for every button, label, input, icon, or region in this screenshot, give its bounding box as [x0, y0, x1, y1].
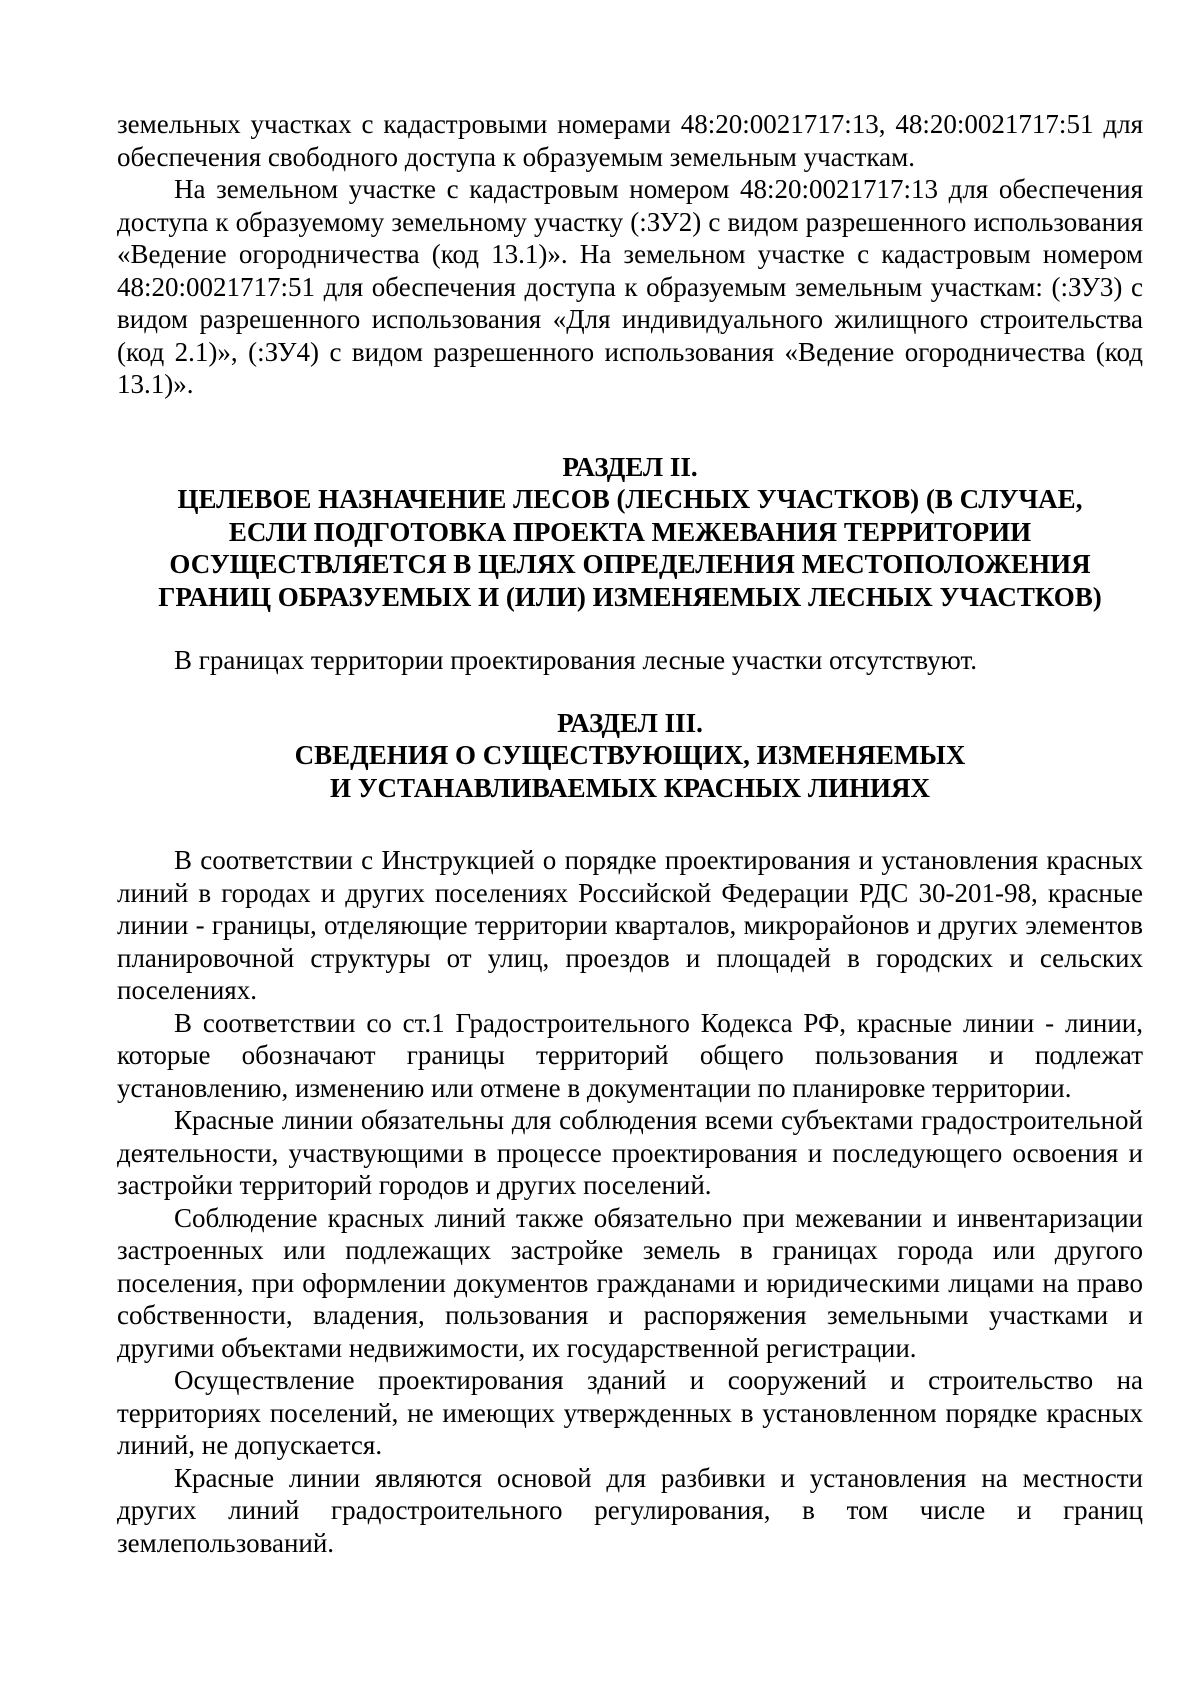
paragraph-continuation: земельных участках с кадастровыми номерами 48:20:0021717:13, 48:20:0021717:51 для обеспечения свободного доступа к образуемым земельным участкам. [117, 109, 1143, 172]
section-2-title-line: ГРАНИЦ ОБРАЗУЕМЫХ И (ИЛИ) ИЗМЕНЯЕМЫХ ЛЕСНЫХ УЧАСТКОВ) [158, 581, 1102, 612]
section-3-paragraph: Осуществление проектирования зданий и сооружений и строительство на территориях поселений, не имеющих утвержденных в установленном порядке красных линий, не допускается. [117, 1365, 1143, 1460]
document-page [117, 108, 1143, 1559]
section-3-title-line: И УСТАНАВЛИВАЕМЫХ КРАСНЫХ ЛИНИЯХ [329, 772, 931, 803]
section-2-number: РАЗДЕЛ II. [562, 451, 698, 482]
section-3-paragraph: Красные линии обязательны для соблюдения всеми субъектами градостроительной деятельности, участвующими в процессе проектирования и последующего освоения и застройки территорий городов и других поселений. [117, 1105, 1143, 1200]
section-3-paragraph: В соответствии со ст.1 Градостроительного Кодекса РФ, красные линии - линии, которые обозначают границы территорий общего пользования и подлежат установлению, изменению или отмене в документации по планировке территории. [117, 1007, 1143, 1103]
section-2-title-line: ОСУЩЕСТВЛЯЕТСЯ В ЦЕЛЯХ ОПРЕДЕЛЕНИЯ МЕСТОПОЛОЖЕНИЯ [169, 549, 1091, 579]
section-2-title-line: ЦЕЛЕВОЕ НАЗНАЧЕНИЕ ЛЕСОВ (ЛЕСНЫХ УЧАСТКОВ) (В СЛУЧАЕ, [177, 484, 1083, 514]
section-2-title-line: ЕСЛИ ПОДГОТОВКА ПРОЕКТА МЕЖЕВАНИЯ ТЕРРИТОРИИ [228, 516, 1032, 547]
section-3-title-line: СВЕДЕНИЯ О СУЩЕСТВУЮЩИХ, ИЗМЕНЯЕМЫХ [294, 740, 966, 770]
section-2-paragraph: В границах территории проектирования лесные участки отсутствуют. [174, 645, 978, 675]
section-3-number: РАЗДЕЛ III. [557, 707, 703, 738]
section-3-paragraph: В соответствии с Инструкцией о порядке проектирования и установления красных линий в городах и других поселениях Российской Федерации РДС 30-201-98, красные линии - границы, отделяющие территории кварталов, микрорайонов и других элементов планировочной структуры от улиц, проездов и площадей в городских и сельских поселениях. [117, 845, 1143, 1005]
section-3-paragraph: Красные линии являются основой для разбивки и установления на местности других линий градостроительного регулирования, в том числе и границ землепользований. [117, 1462, 1143, 1558]
section-2-heading [117, 451, 1143, 614]
section-3-heading [117, 707, 1143, 805]
paragraph-access-servitude: На земельном участке с кадастровым номером 48:20:0021717:13 для обеспечения доступа к образуемому земельному участку (:ЗУ2) с видом разрешенного использования «Ведение огородничества (код 13.1)». На земельном участке с кадастровым номером 48:20:0021717:51 для обеспечения доступа к образуемым земельным участкам: (:ЗУ3) с видом разрешенного использования «Для индивидуального жилищного строительства (код 2.1)», (:ЗУ4) с видом разрешенного использования «Ведение огородничества (код 13.1)». [117, 174, 1143, 399]
section-3-paragraph: Соблюдение красных линий также обязательно при межевании и инвентаризации застроенных или подлежащих застройке земель в границах города или другого поселения, при оформлении документов гражданами и юридическими лицами на право собственности, владения, пользования и распоряжения земельными участками и другими объектами недвижимости, их государственной регистрации. [117, 1202, 1143, 1363]
